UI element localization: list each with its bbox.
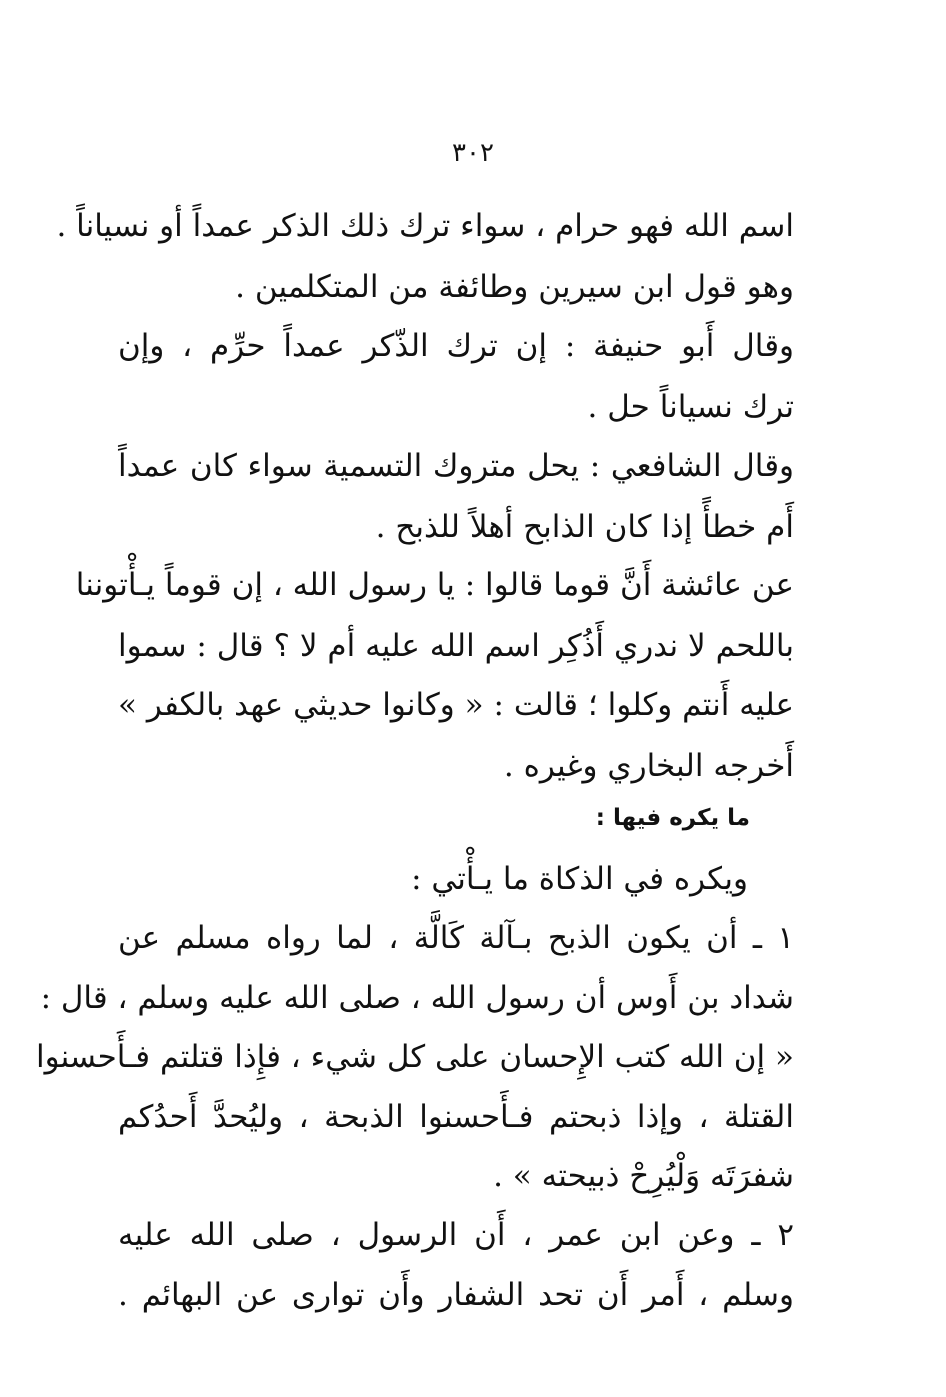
text-line-2: وهو قول ابن سيرين وطائفة من المتكلمين . — [235, 269, 794, 305]
text-line-14: « إن الله كتب الإِحسان على كل شيء ، فإِذا قتلتم فـأَحسنوا — [35, 1039, 794, 1075]
text-line-6: أَم خطأً إذا كان الذابح أهلاً للذبح . — [375, 509, 794, 545]
section-heading: ما يكره فيها : — [595, 805, 750, 831]
text-line-7: عن عائشة أَنَّ قوما قالوا : يا رسول الله ، إن قوماً يـأْتوننا — [75, 567, 794, 603]
text-line-12: ١ ـ أن يكون الذبح بـآلة كَالَّة ، لما رواه مسلم عن — [118, 920, 794, 956]
text-line-10: أَخرجه البخاري وغيره . — [503, 748, 794, 784]
text-line-15: القتلة ، وإذا ذبحتم فـأَحسنوا الذبحة ، وليُحدَّ أَحدُكم — [118, 1099, 794, 1135]
text-line-3: وقال أَبو حنيفة : إن ترك الذّكر عمداً حرِّم ، وإن — [118, 328, 794, 364]
text-line-5: وقال الشافعي : يحل متروك التسمية سواء كان عمداً — [118, 448, 794, 484]
text-line-11: ويكره في الذكاة ما يـأْتي : — [411, 861, 748, 897]
text-line-8: باللحم لا ندري أَذُكِر اسم الله عليه أم لا ؟ قال : سموا — [118, 628, 794, 664]
text-line-13: شداد بن أَوس أن رسول الله ، صلى الله عليه وسلم ، قال : — [40, 980, 794, 1016]
text-line-9: عليه أَنتم وكلوا ؛ قالت : « وكانوا حديثي عهد بالكفر » — [118, 687, 794, 723]
text-line-18: وسلم ، أَمر أَن تحد الشفار وأَن توارى عن البهائم . — [118, 1277, 794, 1313]
text-line-17: ٢ ـ وعن ابن عمر ، أَن الرسول ، صلى الله عليه — [118, 1217, 794, 1253]
text-line-16: شفرَتَه وَلْيُرِحْ ذبيحته » . — [493, 1158, 794, 1194]
page-number: ٣٠٢ — [452, 138, 494, 168]
text-line-4: ترك نسياناً حل . — [587, 389, 794, 425]
text-line-1: اسم الله فهو حرام ، سواء ترك ذلك الذكر عمداً أو نسياناً . — [56, 208, 794, 244]
